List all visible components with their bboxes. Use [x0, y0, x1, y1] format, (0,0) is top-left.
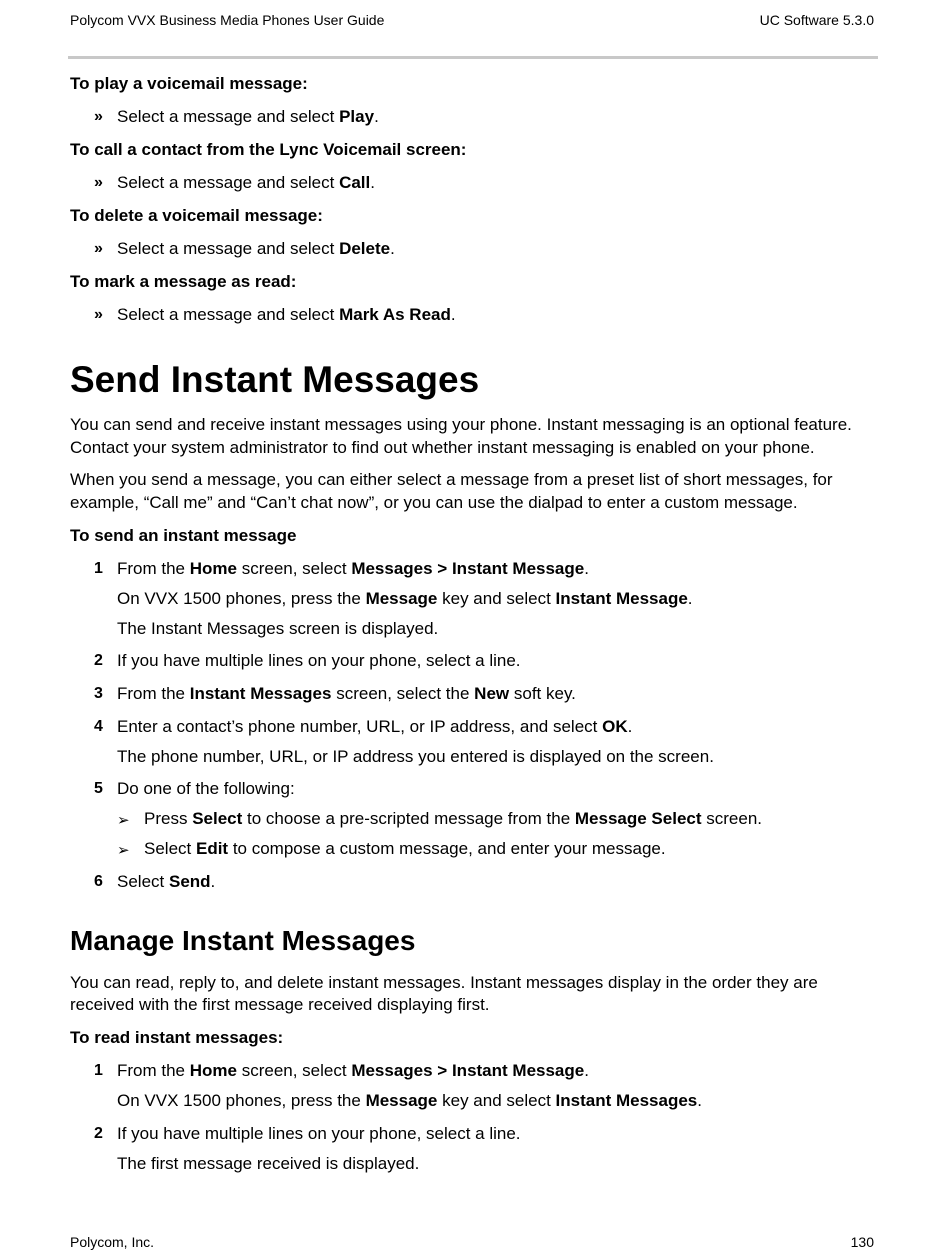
step-number: 2	[94, 1125, 103, 1142]
procedure-title: To delete a voicemail message:	[70, 206, 323, 225]
bullet-icon: »	[94, 240, 103, 257]
procedure-title: To call a contact from the Lync Voicemail screen:	[70, 140, 467, 159]
step-number: 1	[94, 1062, 103, 1079]
option-text: Select Edit to compose a custom message, and enter your message.	[144, 839, 666, 858]
step-note: On VVX 1500 phones, press the Message key and select Instant Message.	[117, 589, 693, 608]
procedure-step: Select a message and select Mark As Read.	[117, 305, 456, 324]
step-number: 1	[94, 560, 103, 577]
bullet-icon: »	[94, 108, 103, 125]
procedure-step: Select a message and select Call.	[117, 173, 375, 192]
step-note: On VVX 1500 phones, press the Message key and select Instant Messages.	[117, 1091, 702, 1110]
step-note: The first message received is displayed.	[117, 1154, 420, 1173]
procedure-title: To mark a message as read:	[70, 272, 297, 291]
step-number: 6	[94, 873, 103, 890]
header-title: Polycom VVX Business Media Phones User Guide	[70, 12, 385, 28]
footer-company: Polycom, Inc.	[70, 1234, 155, 1250]
page-number: 130	[850, 1234, 874, 1250]
step-text: Do one of the following:	[117, 779, 295, 798]
step-text: If you have multiple lines on your phone, select a line.	[117, 651, 521, 670]
paragraph-line: You can send and receive instant messages using your phone. Instant messaging is an optional feature.	[70, 415, 852, 434]
procedure-step: Select a message and select Play.	[117, 107, 379, 126]
step-text: From the Home screen, select Messages > Instant Message.	[117, 559, 589, 578]
paragraph-line: When you send a message, you can either select a message from a preset list of short messages, for	[70, 470, 833, 489]
paragraph-line: Contact your system administrator to find out whether instant messaging is enabled on your phone.	[70, 438, 815, 457]
option-text: Press Select to choose a pre-scripted message from the Message Select screen.	[144, 809, 763, 828]
step-text: If you have multiple lines on your phone, select a line.	[117, 1124, 521, 1143]
step-text: From the Home screen, select Messages > Instant Message.	[117, 1061, 589, 1080]
procedure-title: To play a voicemail message:	[70, 74, 308, 93]
bullet-icon: »	[94, 174, 103, 191]
step-number: 5	[94, 780, 103, 797]
paragraph-line: You can read, reply to, and delete instant messages. Instant messages display in the order they are	[70, 973, 818, 992]
arrow-bullet-icon: ➢	[117, 812, 130, 829]
bullet-icon: »	[94, 306, 103, 323]
step-number: 4	[94, 718, 103, 735]
procedure-title: To read instant messages:	[70, 1028, 284, 1047]
step-note: The phone number, URL, or IP address you entered is displayed on the screen.	[117, 747, 714, 766]
step-text: Select Send.	[117, 872, 216, 891]
procedure-title: To send an instant message	[70, 526, 297, 545]
step-text: From the Instant Messages screen, select the New soft key.	[117, 684, 576, 703]
header-version: UC Software 5.3.0	[759, 12, 874, 28]
step-note: The Instant Messages screen is displayed.	[117, 619, 439, 638]
paragraph-line: received with the first message received displaying first.	[70, 995, 490, 1014]
procedure-step: Select a message and select Delete.	[117, 239, 395, 258]
arrow-bullet-icon: ➢	[117, 842, 130, 859]
header-rule	[68, 56, 878, 59]
step-number: 3	[94, 685, 103, 702]
section-heading: Send Instant Messages	[70, 359, 480, 400]
section-heading: Manage Instant Messages	[70, 925, 416, 956]
paragraph-line: example, “Call me” and “Can’t chat now”, or you can use the dialpad to enter a custom message.	[70, 493, 798, 512]
step-number: 2	[94, 652, 103, 669]
step-text: Enter a contact’s phone number, URL, or IP address, and select OK.	[117, 717, 633, 736]
